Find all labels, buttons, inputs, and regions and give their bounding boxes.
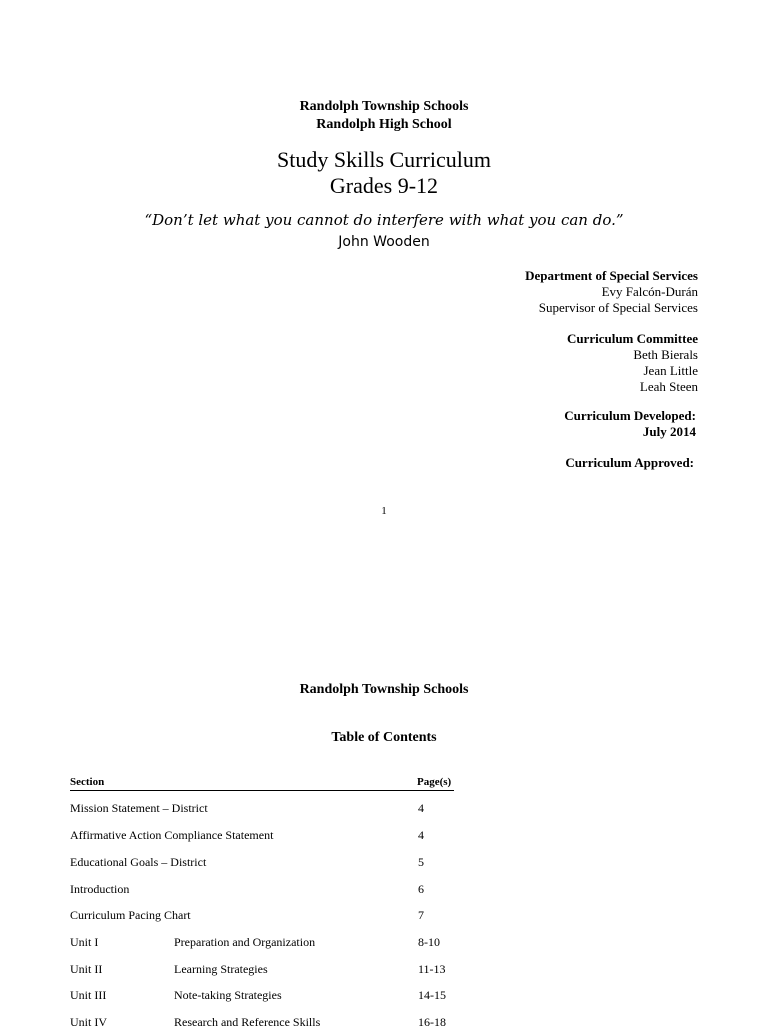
committee-member: Beth Bierals [633,347,698,362]
toc-column-header [70,776,454,791]
toc-section: Unit IV [70,1015,107,1029]
district-name: Randolph Township Schools [299,99,469,114]
committee-heading: Curriculum Committee [566,331,698,346]
toc-subtitle: Research and Reference Skills [174,1015,321,1029]
department-heading: Department of Special Services [525,268,698,283]
toc-pages: 7 [418,908,424,922]
toc-pages: 6 [418,882,424,896]
department-block [525,268,698,316]
approved-label: Curriculum Approved: [565,455,694,470]
toc-pages: 11-13 [418,962,446,976]
committee-member: Leah Steen [639,379,698,394]
toc-section: Introduction [70,882,130,896]
toc-section: Mission Statement – District [70,801,208,815]
developed-date: July 2014 [642,424,696,439]
toc-heading: Table of Contents [331,730,437,745]
developed-label: Curriculum Developed: [564,408,696,423]
toc-section: Affirmative Action Compliance Statement [70,828,274,842]
developed-block [564,408,696,440]
toc-section-header: Section [70,776,105,788]
toc-section: Curriculum Pacing Chart [70,908,191,922]
toc-section: Unit III [70,988,107,1002]
toc-subtitle: Preparation and Organization [174,935,316,949]
supervisor-name: Evy Falcón-Durán [601,284,698,299]
grades-line: Grades 9-12 [329,173,439,198]
committee-block [567,331,698,395]
toc-district-name: Randolph Township Schools [299,682,469,697]
toc-pages: 16-18 [418,1015,446,1029]
school-name: Randolph High School [316,117,452,132]
toc-section: Unit II [70,962,103,976]
supervisor-role: Supervisor of Special Services [538,300,698,315]
page-number: 1 [381,505,387,517]
quote-author: John Wooden [338,234,430,250]
toc-section: Unit I [70,935,99,949]
toc-subtitle: Learning Strategies [174,962,268,976]
quote-text: “Don’t let what you cannot do interfere with what you can do.” [144,211,624,229]
toc-pages: 5 [418,855,424,869]
toc-pages: 14-15 [418,988,446,1002]
toc-pages: 8-10 [418,935,440,949]
approved-block [565,455,694,471]
curriculum-title: Study Skills Curriculum [277,147,491,172]
toc-section: Educational Goals – District [70,855,207,869]
toc-subtitle: Note-taking Strategies [174,988,282,1002]
toc-pages: 4 [418,801,424,815]
toc-pages-header: Page(s) [417,776,452,788]
toc-pages: 4 [418,828,424,842]
committee-member: Jean Little [643,363,698,378]
